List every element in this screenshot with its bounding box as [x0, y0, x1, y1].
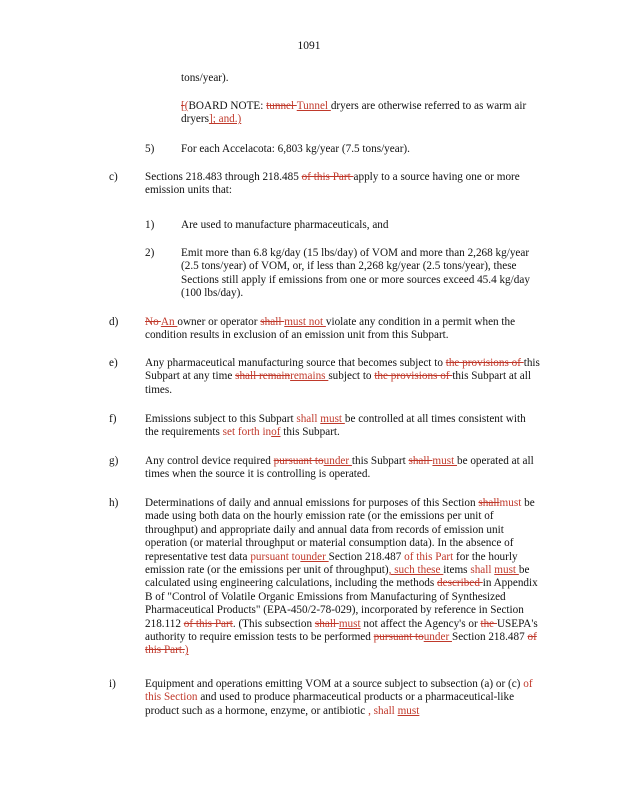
- subsection-d-text: [145, 316, 540, 343]
- text-run: in Appendix B of "Control of Volatile Organic Emissions from Manufacturing of Synthesized Pharmaceutical Products" (EPA-450/2-78-029), incorporated by reference in Section 218.112: [145, 577, 538, 630]
- text-run: for the hourly emission rate (or the emissions per unit of throughput): [145, 550, 518, 577]
- deleted-text: [: [181, 100, 185, 112]
- deleted-text: shall: [478, 497, 500, 509]
- subsection-label-e: e): [109, 357, 118, 369]
- subsection-label-g: g): [109, 455, 119, 467]
- deleted-text: shall: [408, 455, 433, 467]
- inserted-text: Tunnel: [296, 100, 331, 112]
- inserted-text: ]; and.): [208, 113, 242, 126]
- item-c1-text: Are used to manufacture pharmaceuticals, and: [181, 219, 389, 231]
- deleted-text: tunnel: [266, 100, 297, 112]
- text-run: Determinations of daily and annual emissions for purposes of this Section: [145, 497, 479, 509]
- item-5-text: For each Accelacota: 6,803 kg/year (7.5 tons/year).: [181, 143, 410, 155]
- text-run: dryers are otherwise referred to as warm air dryers: [181, 100, 527, 126]
- changed-text: of this Section: [145, 678, 533, 704]
- subsection-label-d: d): [109, 316, 119, 328]
- paragraph: [145, 357, 541, 397]
- text-run: Section 218.487: [451, 631, 528, 644]
- paragraph: [145, 316, 540, 343]
- item-c2-text: Emit more than 6.8 kg/day (15 lbs/day) of VOM and more than 2,268 kg/year (2.5 tons/year) of VOM, or, if less than 2,268 kg/year (2.5 tons/year), these Sections still apply if emissions from one or more sources exceed 45.4 kg/day (100 lbs/day).: [181, 247, 530, 300]
- text-run: USEPA's authority to require emission tests to be performed: [145, 617, 538, 644]
- inserted-text: must: [397, 704, 420, 717]
- inserted-text: remains: [290, 370, 329, 383]
- deleted-text: pursuant to: [373, 631, 424, 644]
- paragraph: [145, 413, 541, 440]
- changed-text: must: [499, 497, 522, 509]
- deleted-text: the: [480, 617, 497, 630]
- changed-text: shall: [470, 564, 495, 577]
- changed-text: of this Part: [404, 550, 454, 563]
- text-run: be controlled at all times consistent with the requirements: [145, 413, 526, 439]
- item-label-c2: 2): [145, 247, 155, 259]
- inserted-text: (: [184, 100, 189, 112]
- inserted-text: under: [300, 550, 329, 563]
- text-run: be operated at all times when the source it is controlling is operated.: [145, 455, 534, 481]
- text-run: Emissions subject to this Subpart: [145, 413, 297, 425]
- changed-text: shall: [296, 413, 321, 425]
- text-run: subject to: [328, 370, 375, 383]
- deleted-text: the provisions of: [445, 357, 524, 369]
- inserted-text: must: [432, 455, 457, 467]
- text-run: Sections 218.483 through 218.485: [145, 171, 302, 183]
- deleted-text: of this Part: [183, 617, 233, 630]
- text-run: this Subpart at all times.: [145, 370, 531, 396]
- subsection-e-text: [145, 357, 541, 397]
- text-run: and used to produce pharmaceutical products or a pharmaceutical-like product such as a hormone, enzyme, or antibiotic: [145, 691, 515, 717]
- text-run: not affect the Agency's or: [360, 617, 481, 630]
- item-label-c1: 1): [145, 219, 155, 231]
- subsection-label-h: h): [109, 497, 119, 509]
- inserted-text: of: [271, 426, 281, 439]
- text-run: this Subpart: [351, 455, 409, 467]
- changed-text: pursuant to: [250, 550, 301, 563]
- continuation-text: [181, 72, 541, 85]
- inserted-text: must: [494, 564, 519, 577]
- deleted-text: shall: [260, 316, 285, 328]
- changed-text: , shall: [368, 704, 398, 717]
- text-run: apply to a source having one or more emission units that:: [145, 171, 520, 197]
- subsection-label-i: i): [109, 678, 116, 690]
- subsection-g-text: [145, 455, 545, 482]
- inserted-text: under: [423, 631, 452, 644]
- board-note-text: [181, 100, 543, 127]
- deleted-text: pursuant to: [273, 455, 324, 467]
- text-run: be calculated using engineering calculations, including the methods: [145, 564, 530, 590]
- inserted-text: , such these: [388, 564, 444, 577]
- tons-year-line: tons/year).: [181, 72, 229, 84]
- deleted-text: of this Part: [301, 171, 354, 183]
- text-run: this Subpart at any time: [145, 357, 540, 383]
- paragraph: [145, 497, 541, 658]
- board-note: [181, 100, 543, 127]
- deleted-text: the provisions of: [374, 370, 453, 383]
- deleted-text: described: [437, 577, 483, 590]
- inserted-text: under: [323, 455, 352, 467]
- deleted-text: of this Part.: [145, 631, 537, 657]
- text-run: items: [443, 564, 471, 577]
- text-run: Section 218.487: [328, 550, 405, 563]
- text-run: Equipment and operations emitting VOM at a source subject to subsection (a) or (c): [145, 678, 524, 690]
- item-label-5: 5): [145, 143, 155, 155]
- inserted-text: ): [184, 644, 189, 657]
- changed-text: set forth in: [222, 426, 272, 439]
- text-run: this Subpart.: [280, 426, 340, 439]
- paragraph: [145, 171, 525, 198]
- text-run: BOARD NOTE:: [188, 100, 267, 112]
- paragraph: [145, 678, 543, 718]
- deleted-text: shall: [314, 617, 339, 630]
- text-run: Any pharmaceutical manufacturing source that becomes subject to: [145, 357, 446, 369]
- subsection-label-f: f): [109, 413, 117, 425]
- text-run: owner or operator: [177, 316, 261, 328]
- inserted-text: must not: [284, 316, 326, 328]
- text-run: be made using both data on the hourly emission rate (or the emissions per unit of throughput) and appropriate daily and annual data from records of emission unit operation (or material throughput or material consumption data). In the absence of representative test data: [145, 497, 535, 563]
- subsection-label-c: c): [109, 171, 118, 183]
- subsection-c-text: [145, 171, 525, 198]
- inserted-text: must: [338, 617, 361, 630]
- text-run: violate any condition in a permit when the condition results in exclusion of an emission unit from this Subpart.: [145, 316, 516, 342]
- text-run: Any control device required: [145, 455, 274, 467]
- subsection-f-text: [145, 413, 541, 440]
- subsection-i-text: [145, 678, 543, 718]
- deleted-text: shall remain: [235, 370, 291, 383]
- paragraph: [145, 455, 545, 482]
- text-run: . (This subsection: [232, 617, 315, 630]
- inserted-text: An: [160, 316, 178, 328]
- deleted-text: No: [145, 316, 161, 328]
- inserted-text: must: [320, 413, 345, 425]
- page-number: 1091: [297, 40, 321, 52]
- subsection-h-text: [145, 497, 541, 658]
